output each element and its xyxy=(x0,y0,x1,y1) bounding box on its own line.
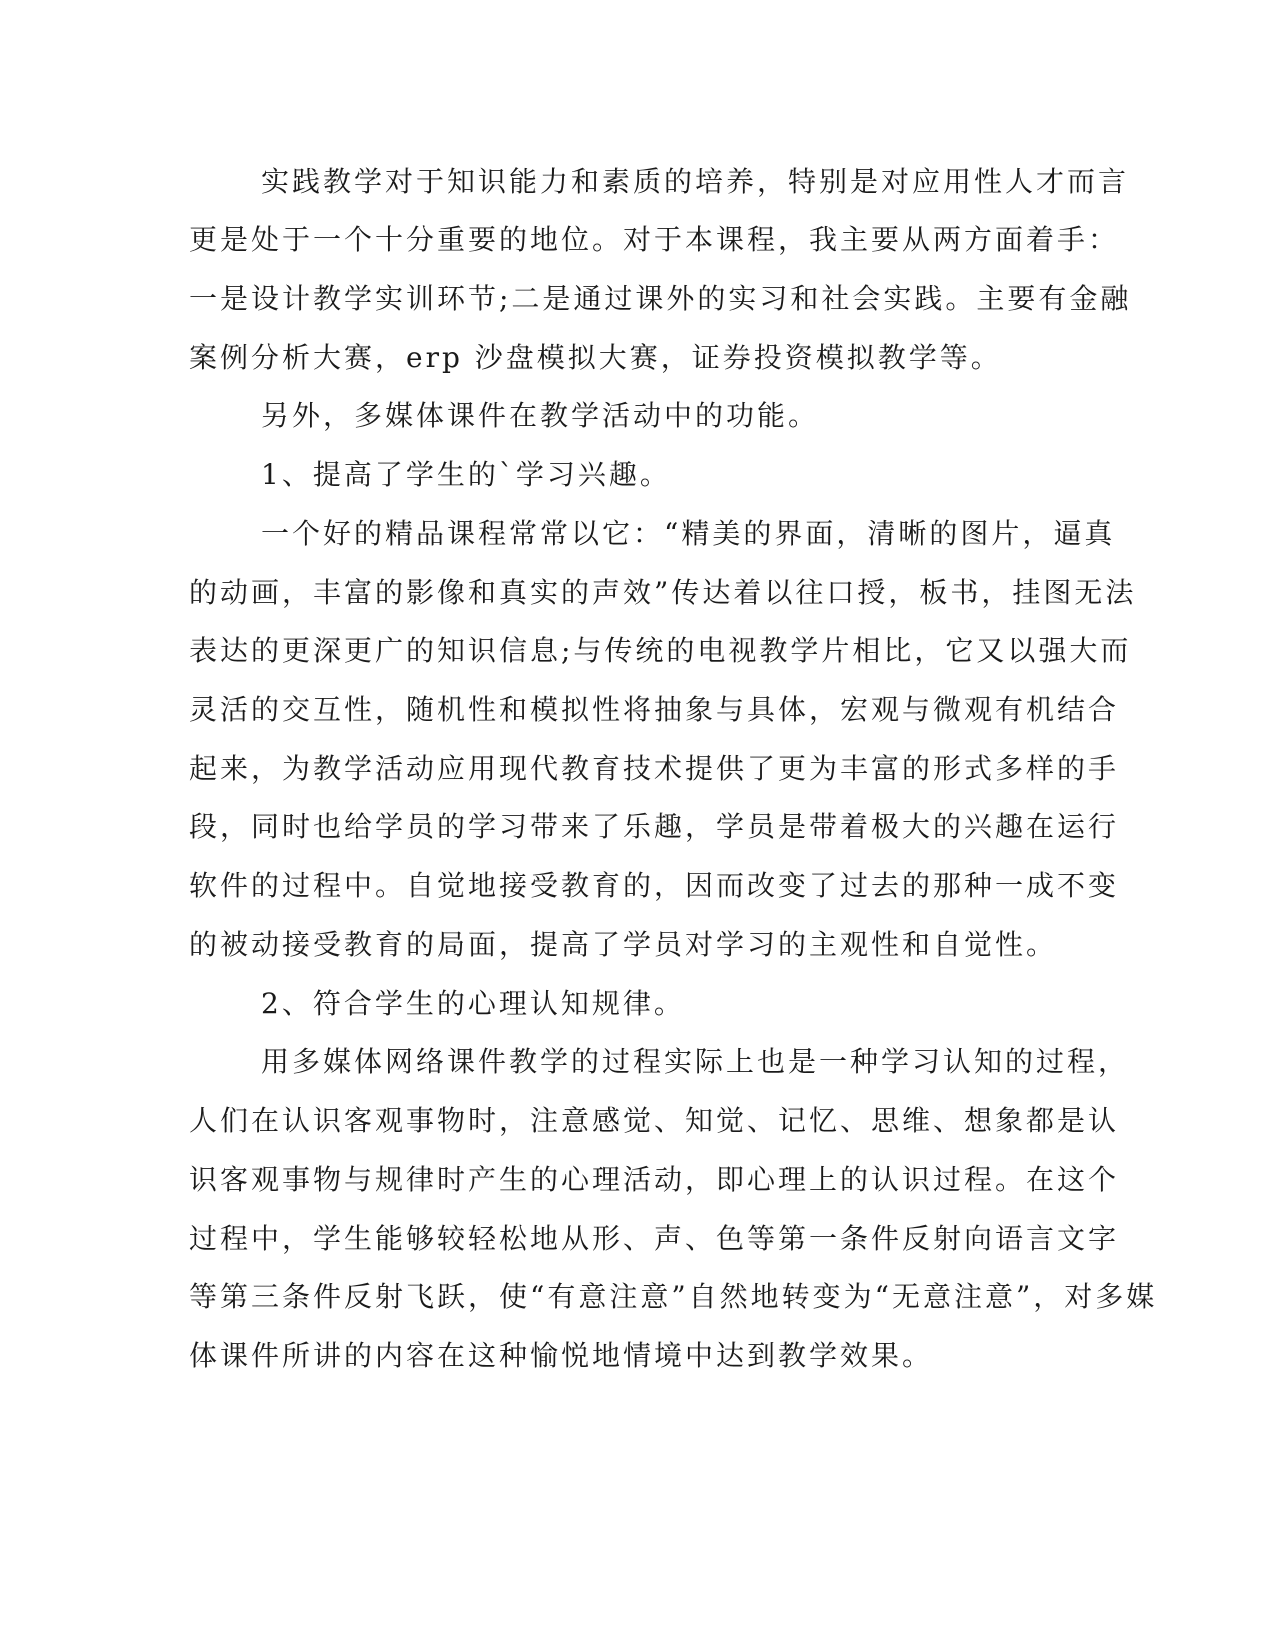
text-line: 灵活的交互性，随机性和模拟性将抽象与具体，宏观与微观有机结合 xyxy=(189,693,1120,726)
text-line: 另外，多媒体课件在教学活动中的功能。 xyxy=(261,399,820,432)
text-line: 识客观事物与规律时产生的心理活动，即心理上的认识过程。在这个 xyxy=(189,1163,1120,1196)
text-line: 表达的更深更广的知识信息;与传统的电视教学片相比，它又以强大而 xyxy=(189,634,1132,667)
text-line: 体课件所讲的内容在这种愉悦地情境中达到教学效果。 xyxy=(189,1339,934,1372)
text-line: 过程中，学生能够较轻松地从形、声、色等第一条件反射向语言文字 xyxy=(189,1222,1120,1255)
text-line: 案例分析大赛，erp 沙盘模拟大赛，证券投资模拟教学等。 xyxy=(189,341,1002,374)
text-line: 用多媒体网络课件教学的过程实际上也是一种学习认知的过程， xyxy=(261,1045,1130,1078)
text-line: 等第三条件反射飞跃，使“有意注意”自然地转变为“无意注意”，对多媒 xyxy=(189,1280,1158,1313)
text-line: 软件的过程中。自觉地接受教育的，因而改变了过去的那种一成不变 xyxy=(189,869,1120,902)
text-line: 2、符合学生的心理认知规律。 xyxy=(261,987,685,1020)
text-line: 段，同时也给学员的学习带来了乐趣，学员是带着极大的兴趣在运行 xyxy=(189,810,1120,843)
text-line: 一个好的精品课程常常以它：“精美的界面，清晰的图片，逼真 xyxy=(261,517,1116,550)
text-line: 的被动接受教育的局面，提高了学员对学习的主观性和自觉性。 xyxy=(189,928,1058,961)
text-line: 人们在认识客观事物时，注意感觉、知觉、记忆、思维、想象都是认 xyxy=(189,1104,1120,1137)
text-line: 的动画，丰富的影像和真实的声效”传达着以往口授，板书，挂图无法 xyxy=(189,576,1137,609)
text-line: 起来，为教学活动应用现代教育技术提供了更为丰富的形式多样的手 xyxy=(189,752,1120,785)
text-line: 实践教学对于知识能力和素质的培养，特别是对应用性人才而言 xyxy=(261,165,1130,198)
text-line: 更是处于一个十分重要的地位。对于本课程，我主要从两方面着手： xyxy=(189,223,1120,256)
text-line: 一是设计教学实训环节;二是通过课外的实习和社会实践。主要有金融 xyxy=(189,282,1132,315)
text-line: 1、提高了学生的`学习兴趣。 xyxy=(261,458,671,491)
